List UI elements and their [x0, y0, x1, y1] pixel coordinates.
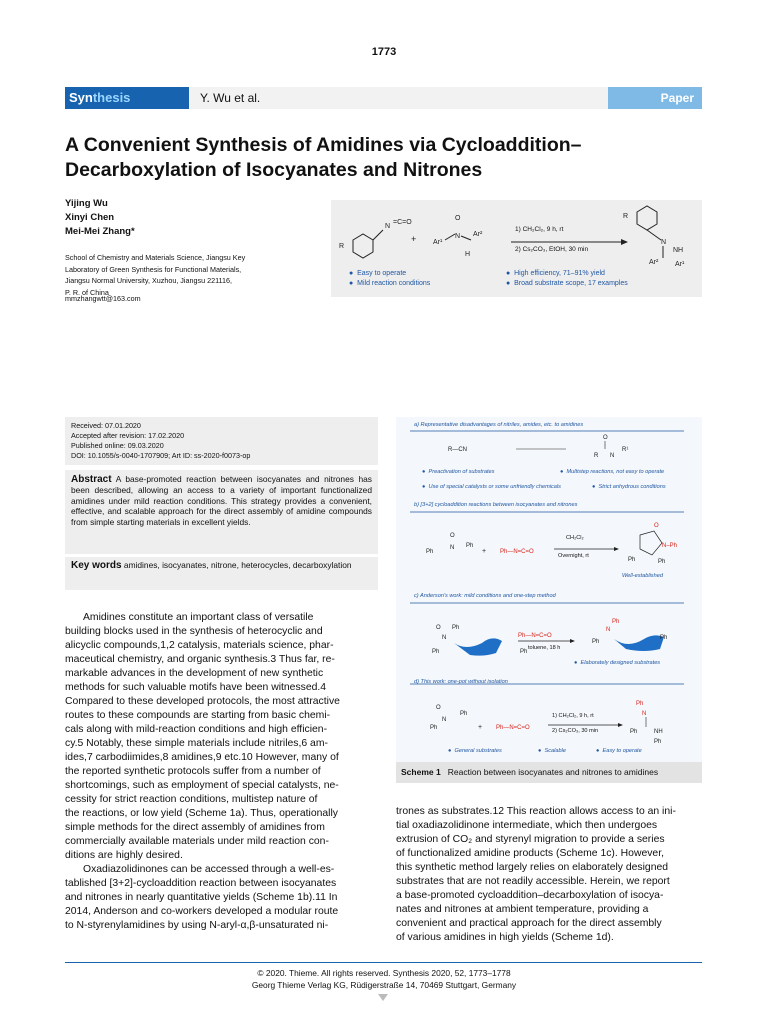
scheme-part-a-title: a) Representative disadvantages of nitriles, amides, etc. to amidines: [414, 422, 584, 428]
scheme-bullet: ● Preactivation of substrates: [422, 469, 495, 475]
scheme-caption-text: Reaction between isocyanates and nitrones to amidines: [447, 767, 659, 777]
ga-bullet: ● Broad substrate scope, 17 examples: [506, 280, 628, 287]
body-line: of various amidines in high yields (Scheme 1d).: [396, 932, 614, 943]
body-line: alicyclic compounds,1,2 catalysis, materials science, phar-: [65, 640, 334, 651]
author-name: Yijing Wu: [65, 198, 108, 209]
body-line: tial oxadiazolidinone intermediate, which then undergoes: [396, 820, 658, 831]
scheme-bullet: ● Elaborately designed substrates: [574, 660, 661, 666]
scheme-c-condition: toluene, 18 h: [528, 645, 561, 651]
body-line: extrusion of CO₂ and styrenyl migration to provide a series: [396, 834, 665, 845]
svg-text:N: N: [610, 453, 615, 459]
page-number: 1773: [371, 46, 397, 58]
svg-text:Ph: Ph: [460, 711, 468, 717]
abstract-text: A base-promoted reaction between isocyanates and nitrones has been described, allowing an access to a variety of important functionalized amidines under mild reaction conditions. This strategy provides a convenient, effective, and scalable approach for the direct assembly of amidine compounds from simple starting materials in excellent yields.: [71, 474, 372, 527]
svg-text:Ar¹: Ar¹: [433, 239, 443, 246]
ga-condition-1: 1) CH₂Cl₂, 9 h, rt: [515, 226, 564, 233]
journal-logo: [65, 87, 189, 109]
scheme-part-d-title: d) This work: one-pot without isolation: [414, 679, 508, 685]
journal-logo-part2: thesis: [92, 90, 131, 105]
scheme-b-note: Well-established: [622, 573, 663, 579]
ga-bullet-text: High efficiency, 71–91% yield: [514, 270, 605, 277]
svg-text:O: O: [603, 435, 608, 441]
scheme-bullet: ● Scalable: [538, 748, 566, 754]
svg-text:Ph: Ph: [660, 635, 668, 641]
ga-condition-2: 2) Cs₂CO₃, EtOH, 30 min: [515, 246, 589, 253]
body-line: cessity for strict reaction conditions, multistep nature of: [65, 794, 318, 805]
body-line: commercially available materials under mild reaction con-: [65, 836, 329, 847]
svg-text:Ar¹: Ar¹: [675, 261, 685, 268]
scheme-part-c-title: c) Anderson's work: mild conditions and one-step method: [414, 593, 556, 599]
svg-text:Ph: Ph: [658, 559, 666, 565]
article-info-box: [65, 417, 378, 465]
svg-text:Ph: Ph: [630, 729, 638, 735]
svg-text:=C=O: =C=O: [393, 219, 412, 226]
body-line: of functionalized amidine products (Scheme 1c). However,: [396, 848, 664, 859]
scheme-caption-label: Scheme 1: [401, 767, 441, 777]
corresponding-email[interactable]: mmzhangwtt@163.com: [65, 294, 141, 303]
svg-text:Ph: Ph: [612, 619, 620, 625]
affiliation-line: P. R. of China: [65, 287, 109, 297]
svg-text:Ph: Ph: [452, 625, 460, 631]
body-line: this synthetic method largely relies on elaborately designed: [396, 862, 669, 873]
title-line-2: Decarboxylation of Isocyanates and Nitrones: [65, 159, 483, 181]
scheme-bullet: ● Strict anhydrous conditions: [592, 484, 666, 490]
svg-text:Ph: Ph: [628, 557, 636, 563]
svg-text:R—CN: R—CN: [448, 447, 467, 453]
abstract-label: Abstract: [71, 474, 112, 485]
body-line: cy.5 Notably, these simple materials include nitriles,6 am-: [65, 738, 328, 749]
scroll-down-icon[interactable]: [378, 994, 388, 1001]
abstract-box: [65, 470, 378, 554]
svg-text:Ph: Ph: [426, 549, 434, 555]
scheme-bullet: ● Use of special catalysts or some unfriendly chemicals: [422, 484, 561, 490]
body-line: Compared to these developed protocols, the most attractive: [65, 696, 340, 707]
scheme-b-condition-2: Overnight, rt: [558, 553, 589, 559]
svg-text:N: N: [455, 233, 461, 240]
ga-bullet: ● Easy to operate: [349, 270, 407, 277]
svg-text:N: N: [442, 717, 447, 723]
ga-bullet-text: Easy to operate: [357, 270, 407, 277]
svg-text:Ph: Ph: [432, 649, 440, 655]
body-line: building blocks used in the synthesis of heterocyclic and: [65, 626, 323, 637]
svg-text:O: O: [450, 533, 455, 539]
published-date: Published online: 09.03.2020: [71, 441, 164, 450]
svg-text:N–Ph: N–Ph: [662, 543, 678, 549]
scheme-bullet-text: Elaborately designed substrates: [580, 660, 661, 666]
svg-text:NH: NH: [673, 247, 684, 254]
article-type-tag: Paper: [608, 87, 702, 109]
svg-text:R: R: [623, 213, 629, 220]
scheme-bullet-text: Use of special catalysts or some unfriendly chemicals: [428, 484, 561, 490]
svg-text:O: O: [654, 523, 659, 529]
ga-bullet: ● Mild reaction conditions: [349, 280, 431, 287]
journal-logo-part1: Syn: [69, 90, 93, 105]
body-line: maceutical chemistry, and organic synthesis.3 Thus far, re-: [65, 654, 335, 665]
article-title: [65, 133, 705, 183]
affiliation-line: Jiangsu Normal University, Xuzhou, Jiangsu 221116,: [65, 276, 232, 285]
body-line: the reactions, or low yield (Scheme 1a). Thus, operationally: [65, 808, 338, 819]
svg-text:Ph: Ph: [636, 701, 644, 707]
svg-text:N: N: [642, 711, 647, 717]
body-line: shortcomings, such as employment of special catalysts, ne-: [65, 780, 339, 791]
svg-text:R¹: R¹: [622, 447, 629, 453]
scheme-bullet-text: Multistep reactions, not easy to operate: [566, 469, 665, 475]
author-name: Xinyi Chen: [65, 212, 115, 223]
body-line: simple methods for the direct assembly of amidines from: [65, 822, 325, 833]
svg-text:+: +: [411, 234, 417, 244]
svg-text:R: R: [594, 453, 599, 459]
author-name: Mei-Mei Zhang*: [65, 226, 135, 237]
keywords-box: [65, 557, 378, 590]
scheme-bullet: ● General substrates: [448, 748, 502, 754]
scheme-bullet: ● Multistep reactions, not easy to operate: [560, 469, 665, 475]
body-line: ditions are highly desired.: [65, 850, 183, 861]
keywords-text: amidines, isocyanates, nitrone, heterocycles, decarboxylation: [123, 560, 352, 570]
svg-text:N: N: [606, 627, 611, 633]
svg-text:N: N: [450, 545, 455, 551]
keywords-label: Key words: [71, 560, 122, 571]
scheme-part-b-title: b) [3+2] cycloaddition reactions between isocyanates and nitrones: [414, 502, 578, 508]
body-line: trones as substrates.12 This reaction allows access to an ini-: [396, 806, 676, 817]
body-line: ides,7 carbodiimides,8 amidines,9 etc.10 However, many of: [65, 752, 339, 763]
scheme-bullet-text: Scalable: [544, 748, 566, 754]
scheme-b-condition-1: CH₂Cl₂: [566, 535, 584, 541]
body-line: cals along with mild-reaction conditions and high efficien-: [65, 724, 328, 735]
affiliation: [65, 252, 270, 298]
scheme-d-condition-2: 2) Cs₂CO₃, 30 min: [552, 728, 599, 734]
running-authors: Y. Wu et al.: [200, 91, 261, 105]
svg-text:Ar²: Ar²: [649, 259, 659, 266]
accepted-date: Accepted after revision: 17.02.2020: [71, 431, 185, 440]
svg-text:Ph: Ph: [466, 543, 474, 549]
svg-text:Ph—N=C=O: Ph—N=C=O: [518, 633, 552, 639]
scheme-d-condition-1: 1) CH₂Cl₂, 9 h, rt: [552, 713, 594, 719]
svg-text:Ph: Ph: [520, 649, 528, 655]
body-line: tablished [3+2]-cycloaddition reaction between isocyanates: [65, 878, 337, 889]
svg-text:O: O: [436, 705, 441, 711]
svg-text:O: O: [436, 625, 441, 631]
scheme-bullet: ● Easy to operate: [596, 748, 642, 754]
svg-text:NH: NH: [654, 729, 663, 735]
graphical-abstract: [331, 200, 702, 297]
svg-text:R: R: [339, 243, 345, 250]
body-line: and nitrones in nearly quantitative yields (Scheme 1b).11 In: [65, 892, 338, 903]
footer-publisher: Georg Thieme Verlag KG, Rüdigerstraße 14, 70469 Stuttgart, Germany: [251, 980, 517, 990]
svg-text:Ph: Ph: [430, 725, 438, 731]
affiliation-line: Laboratory of Green Synthesis for Functional Materials,: [65, 264, 242, 274]
body-line: Oxadiazolidinones can be accessed through a well-es-: [83, 864, 335, 875]
scheme-bullet-text: Preactivation of substrates: [428, 469, 495, 475]
scheme-bullet-text: General substrates: [454, 748, 502, 754]
affiliation-line: School of Chemistry and Materials Science, Jiangsu Key: [65, 253, 246, 262]
body-line: methods for such valuable motifs have been witnessed.4: [65, 682, 327, 693]
svg-text:Ph—N=C=O: Ph—N=C=O: [496, 725, 530, 731]
body-line: 2014, Anderson and co-workers developed a modular route: [65, 906, 339, 917]
received-date: Received: 07.01.2020: [71, 421, 141, 430]
ga-bullet-text: Broad substrate scope, 17 examples: [514, 280, 628, 287]
body-column-right: [396, 805, 702, 945]
body-line: convenient and practical approach for the direct assembly: [396, 918, 662, 929]
svg-text:N: N: [442, 635, 447, 641]
svg-text:O: O: [455, 215, 461, 222]
svg-text:Ph: Ph: [592, 639, 600, 645]
body-line: a base-promoted cycloaddition–decarboxylation of isocya-: [396, 890, 664, 901]
body-line: markable advances in the development of new synthetic: [65, 668, 324, 679]
body-column-left: [65, 611, 378, 933]
body-line: substrates that are not readily accessible. Herein, we report: [396, 876, 670, 887]
body-line: nates and nitrones at ambient temperature, providing a: [396, 904, 649, 915]
svg-text:H: H: [465, 251, 471, 258]
scheme-bullet-text: Strict anhydrous conditions: [598, 484, 666, 490]
doi[interactable]: DOI: 10.1055/s-0040-1707909; Art ID: ss-2020-f0073-op: [71, 451, 251, 460]
body-line: to N-styrenylamidines by using N-aryl-α,β-unsaturated ni-: [65, 920, 329, 931]
svg-text:+: +: [478, 724, 483, 731]
scheme-1-figure: [396, 417, 702, 783]
ga-bullet-text: Mild reaction conditions: [357, 280, 431, 287]
title-line-1: A Convenient Synthesis of Amidines via Cycloaddition–: [65, 134, 582, 156]
svg-text:Ar²: Ar²: [473, 231, 483, 238]
ga-bullet: ● High efficiency, 71–91% yield: [506, 270, 605, 277]
svg-text:+: +: [482, 548, 487, 555]
footer-copyright: © 2020. Thieme. All rights reserved. Synthesis 2020, 52, 1773–1778: [257, 968, 511, 978]
svg-text:Ph—N=C=O: Ph—N=C=O: [500, 549, 534, 555]
scheme-bullet-text: Easy to operate: [602, 748, 642, 754]
body-line: the reported synthetic protocols suffer from a number of: [65, 766, 321, 777]
body-line: routes to these compounds are starting from basic chemi-: [65, 710, 331, 721]
footer-rule: [65, 962, 702, 963]
svg-text:N: N: [661, 239, 667, 246]
svg-text:N: N: [385, 223, 391, 230]
svg-text:Ph: Ph: [654, 739, 662, 745]
body-line: Amidines constitute an important class of versatile: [83, 612, 314, 623]
scheme-1-caption: [396, 762, 702, 783]
